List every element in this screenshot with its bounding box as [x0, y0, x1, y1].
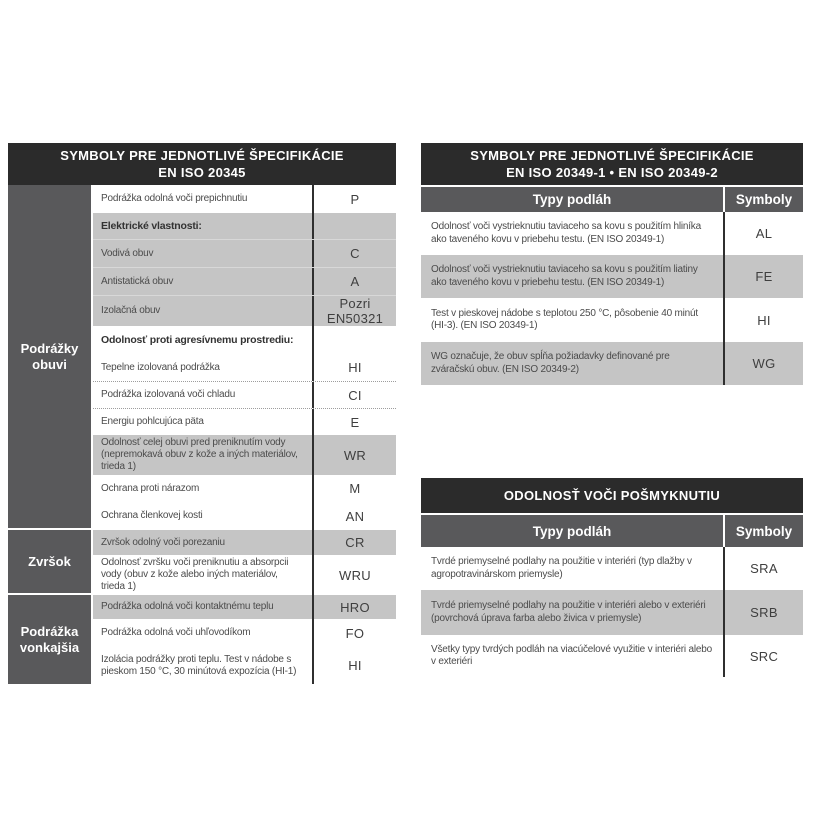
table-row [93, 619, 396, 647]
table-row [93, 382, 396, 409]
row-description: Izolácia podrážky proti teplu. Test v nádobe s pieskom 150 °C, 30 minútová expozícia (HI-1) [101, 653, 297, 677]
row-symbol [312, 326, 396, 354]
table-row [421, 635, 803, 677]
table-row [93, 409, 396, 435]
row-symbol: HI [723, 298, 803, 342]
table-title-line1: SYMBOLY PRE JEDNOTLIVÉ ŠPECIFIKÁCIE [470, 148, 754, 163]
table-slip-header [421, 478, 803, 513]
row-symbol: HI [312, 354, 396, 381]
row-description: Podrážka odolná voči kontaktnému teplu [101, 601, 274, 612]
table-title-line1: SYMBOLY PRE JEDNOTLIVÉ ŠPECIFIKÁCIE [60, 148, 344, 163]
section-zvrsok [8, 530, 396, 595]
category-label-zvrsok: Zvršok [8, 530, 93, 595]
row-symbol: E [312, 409, 396, 435]
column-header-row [421, 187, 803, 212]
row-description: Ochrana členkovej kosti [101, 510, 203, 521]
row-description: Tvrdé priemyselné podlahy na použitie v interiéri (typ dlažby v agropotravinárskom priemysle) [431, 556, 692, 580]
row-description: WG označuje, že obuv spĺňa požiadavky definované pre zváračskú obuv. (EN ISO 20349-2) [431, 351, 670, 375]
table-title-line2: EN ISO 20345 [158, 165, 246, 180]
table-en-iso-20349-header [421, 143, 803, 185]
row-symbol: SRA [723, 547, 803, 590]
row-description: Elektrické vlastnosti: [101, 220, 202, 232]
section-podrazky-obuvi [8, 185, 396, 530]
row-symbol: SRC [723, 635, 803, 677]
row-description: Odolnosť zvršku voči preniknutiu a absorpcii vody (obuv z kože alebo iných materiálov, trieda 1) [101, 557, 289, 592]
row-description: Odolnosť proti agresívnemu prostrediu: [101, 334, 294, 346]
row-symbol: A [312, 268, 396, 295]
row-description: Podrážka odolná voči uhľovodíkom [101, 627, 251, 638]
row-symbol: FE [723, 255, 803, 298]
column-header-types: Typy podláh [532, 192, 612, 207]
table-title-line2: EN ISO 20349-1 • EN ISO 20349-2 [506, 165, 718, 180]
row-symbol: HI [312, 647, 396, 684]
row-symbol: AL [723, 212, 803, 255]
table-row [93, 354, 396, 382]
table-en-iso-20345-header [8, 143, 396, 185]
table-en-iso-20349 [421, 143, 803, 385]
table-en-iso-20345 [8, 143, 396, 684]
row-description: Odolnosť celej obuvi pred preniknutím vody (nepremokavá obuv z kože a iných materiálov, trieda 1) [101, 437, 298, 472]
table-row [93, 475, 396, 502]
table-row [421, 342, 803, 385]
row-description: Všetky typy tvrdých podláh na viacúčelové využitie v interiéri alebo v exteriéri [431, 643, 712, 667]
table-row [93, 185, 396, 213]
column-header-types: Typy podláh [532, 523, 612, 539]
row-description: Tvrdé priemyselné podlahy na použitie v interiéri alebo v exteriéri (povrchová úprava farba alebo živica v priemysle) [431, 600, 706, 624]
table-row [93, 530, 396, 555]
row-symbol: AN [312, 502, 396, 530]
row-description: Antistatická obuv [101, 275, 174, 287]
row-symbol: HRO [312, 595, 396, 619]
row-description: Odolnosť voči vystrieknutiu taviaceho sa kovu s použitím hliníka ako taveného kovu v priebehu testu. (EN ISO 20349-1) [431, 221, 701, 245]
row-description: Ochrana proti nárazom [101, 482, 200, 494]
row-symbol: CI [312, 382, 396, 408]
column-header-symbols: Symboly [723, 515, 803, 547]
row-symbol: FO [312, 619, 396, 647]
table-row [93, 595, 396, 619]
row-description: Podrážka izolovaná voči chladu [101, 389, 236, 400]
table-row [93, 555, 396, 595]
row-symbol: Pozri EN50321 [312, 296, 396, 326]
row-description: Tepelne izolovaná podrážka [101, 361, 220, 373]
table-row [93, 296, 396, 326]
row-symbol: P [312, 185, 396, 213]
row-description: Zvršok odolný voči porezaniu [101, 536, 225, 548]
row-description: Energiu pohlcujúca päta [101, 416, 204, 427]
table-row [93, 435, 396, 475]
row-description: Podrážka odolná voči prepichnutiu [101, 193, 248, 204]
column-header-row [421, 515, 803, 547]
table-row [421, 590, 803, 635]
row-symbol: CR [312, 530, 396, 555]
row-description: Odolnosť voči vystrieknutiu taviaceho sa kovu s použitím liatiny ako taveného kovu v priebehu testu. (EN ISO 20349-1) [431, 264, 698, 288]
table-row [93, 502, 396, 530]
table-row [93, 647, 396, 684]
table-title: ODOLNOSŤ VOČI POŠMYKNUTIU [503, 488, 721, 503]
row-symbol: SRB [723, 590, 803, 635]
table-row [421, 212, 803, 255]
row-description: Vodivá obuv [101, 247, 154, 259]
table-odolnost-voci-posmyknutiu [421, 478, 803, 677]
row-description: Izolačná obuv [101, 305, 161, 316]
row-symbol: WRU [312, 555, 396, 595]
table-row [421, 547, 803, 590]
table-row [93, 213, 396, 240]
category-label-podrazka-vonkajsia: Podrážka vonkajšia [8, 595, 93, 684]
table-row [421, 298, 803, 342]
category-label-podrazky-obuvi: Podrážky obuvi [8, 185, 93, 530]
table-row [93, 326, 396, 354]
row-symbol: M [312, 475, 396, 502]
table-row [421, 255, 803, 298]
section-podrazka-vonkajsia [8, 595, 396, 684]
row-symbol: C [312, 240, 396, 267]
table-row [93, 240, 396, 268]
row-symbol: WG [723, 342, 803, 385]
column-header-symbols: Symboly [723, 187, 803, 212]
row-symbol [312, 213, 396, 239]
table-row [93, 268, 396, 296]
row-symbol: WR [312, 435, 396, 475]
row-description: Test v pieskovej nádobe s teplotou 250 °C, pôsobenie 40 minút (HI-3). (EN ISO 20349-1) [431, 307, 698, 331]
